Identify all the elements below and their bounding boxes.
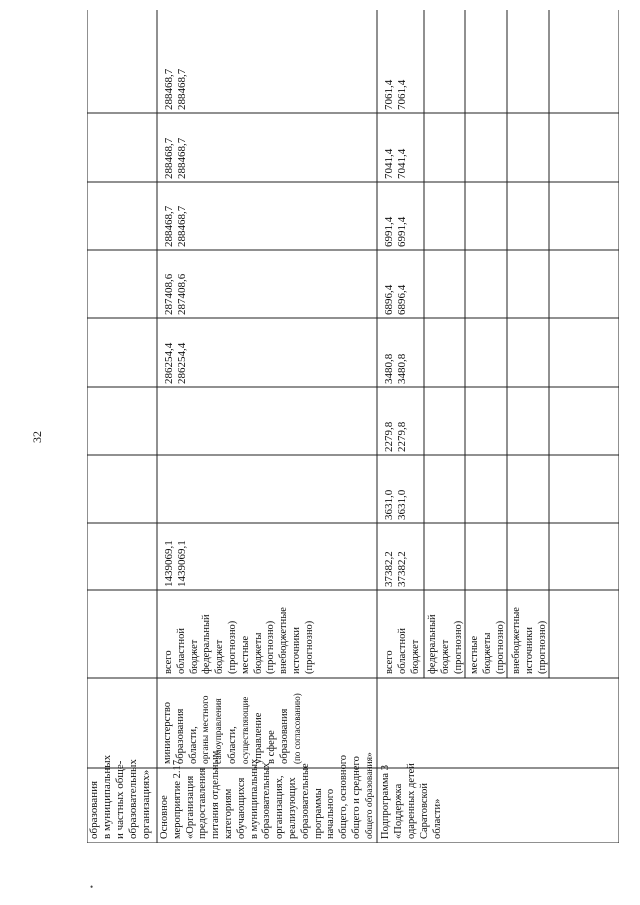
row1-name-cell: Основное мероприятие 2.17 «Организация предоставления питания отдельным категориям обучающихся в муниципальных образовательных организациях, реализующих образовательные программы начального общего, основного общего и среднего общего образования»: [159, 750, 375, 839]
row1-total-value: 288468,7: [163, 205, 175, 247]
row2-total-value: 37382,2: [383, 551, 395, 587]
row2-regional-value: 3480,8: [396, 353, 408, 384]
row2-total-value: 7061,4: [383, 79, 395, 110]
row2-total-value: 6896,4: [383, 284, 395, 315]
row1-source-cell: всего областной бюджет федеральный бюджет (прогнозно) местные бюджеты (прогнозно) внебюджетные источники (прогнозно): [163, 607, 315, 674]
row1-total-value: 288468,7: [163, 68, 175, 110]
row2-regional-value: 37382,2: [396, 551, 408, 587]
row2-regional-value: 6896,4: [396, 284, 408, 315]
row2-source-regional: областной бюджет: [397, 628, 421, 674]
row2-source-federal: федеральный бюджет (прогнозно): [427, 614, 464, 674]
stray-mark: •: [90, 882, 94, 892]
row2-source-total: всего: [384, 650, 395, 674]
row2-source-local: местные бюджеты (прогнозно): [469, 620, 506, 674]
row2-name-cell: Подпрограмма 3 «Поддержка одаренных детей Саратовской области»: [380, 763, 443, 839]
row2-source-extrabudget: внебюджетные источники (прогнозно): [511, 607, 548, 674]
row2-total-value: 3480,8: [383, 353, 395, 384]
row1-regional-value: 288468,7: [176, 137, 188, 179]
row1-total-value: 288468,7: [163, 137, 175, 179]
row1-total-value: 287408,6: [163, 273, 175, 315]
row1-regional-value: 1439069,1: [176, 540, 188, 587]
row2-regional-value: 6991,4: [396, 216, 408, 247]
row2-regional-value: 3631,0: [396, 489, 408, 520]
row1-regional-value: 287408,6: [176, 273, 188, 315]
row1-regional-value: 286254,4: [176, 342, 188, 384]
row2-total-value: 6991,4: [383, 216, 395, 247]
row1-regional-value: 288468,7: [176, 68, 188, 110]
row2-total-value: 7041,4: [383, 148, 395, 179]
row2-regional-value: 7061,4: [396, 79, 408, 110]
row1-total-value: 286254,4: [163, 342, 175, 384]
rotated-budget-table: [87, 10, 619, 843]
row1-total-value: 1439069,1: [163, 540, 175, 587]
row2-regional-value: 2279,8: [396, 421, 408, 452]
row1-executor-cell: министерство образования области, органы местного самоуправления области, осуществляющие управление в сфере образования (по согласованию): [162, 693, 302, 764]
page-number: 32: [30, 431, 44, 443]
header-name-cell: образования в муниципальных и частных обще- образовательных организациях»: [88, 754, 152, 839]
row2-total-value: 3631,0: [383, 489, 395, 520]
row1-regional-value: 288468,7: [176, 205, 188, 247]
row2-regional-value: 7041,4: [396, 148, 408, 179]
row2-total-value: 2279,8: [383, 421, 395, 452]
